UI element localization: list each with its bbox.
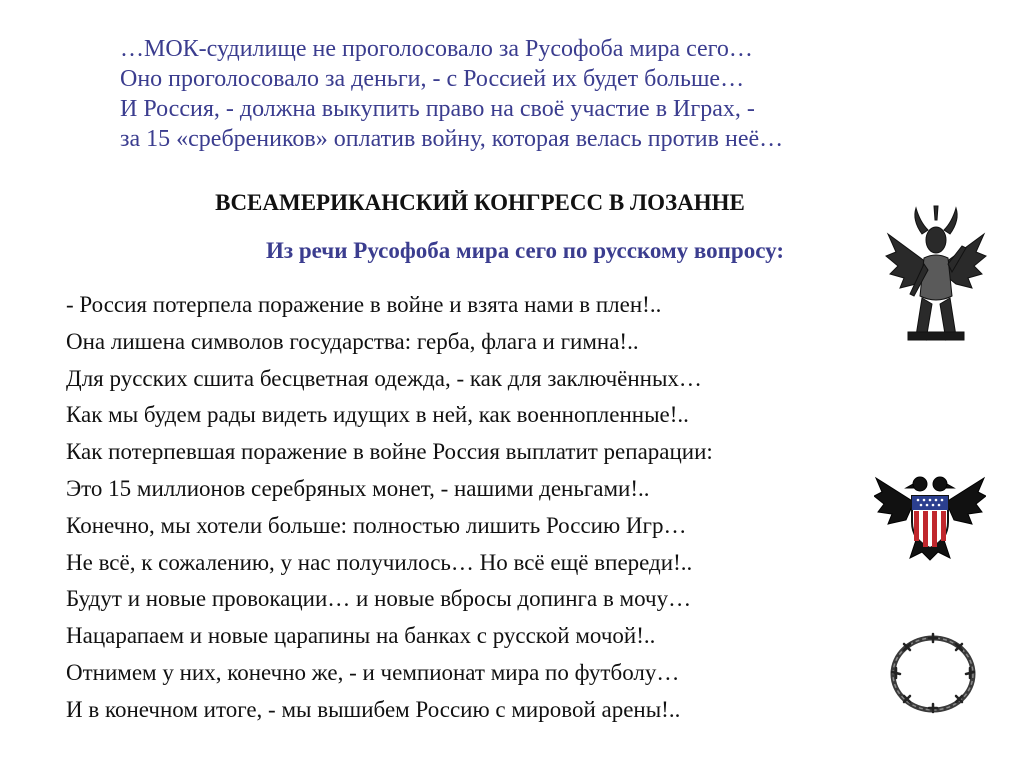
slide-subheading: Из речи Русофоба мира сего по русскому вопросу: bbox=[266, 238, 784, 263]
eagle-with-flag-shield-icon bbox=[874, 462, 986, 562]
speech-line: Это 15 миллионов серебряных монет, - нашими деньгами!.. bbox=[66, 475, 650, 501]
speech-line: Она лишена символов государства: герба, флага и гимна!.. bbox=[66, 328, 639, 354]
speech-line: Отнимем у них, конечно же, - и чемпионат мира по футболу… bbox=[66, 659, 680, 685]
speech-line: Будут и новые провокации… и новые вбросы допинга в мочу… bbox=[66, 586, 692, 612]
intro-block bbox=[120, 34, 940, 154]
speech-line: Как потерпевшая поражение в войне Россия выплатит репарации: bbox=[66, 439, 713, 465]
speech-line: Для русских сшита бесцветная одежда, - как для заключённых… bbox=[66, 365, 702, 391]
intro-line: И Россия, - должна выкупить право на своё участие в Играх, - bbox=[120, 96, 755, 122]
intro-line: …МОК-судилище не проголосовало за Русофоба мира сего… bbox=[120, 36, 753, 62]
speech-line: Не всё, к сожалению, у нас получилось… Но всё ещё впереди!.. bbox=[66, 549, 693, 575]
speech-line: И в конечном итоге, - мы вышибем Россию с мировой арены!.. bbox=[66, 696, 681, 722]
speech-line: Конечно, мы хотели больше: полностью лишить Россию Игр… bbox=[66, 512, 687, 538]
intro-line: за 15 «сребреников» оплатив войну, которая велась против неё… bbox=[120, 126, 784, 152]
intro-line: Оно проголосовало за деньги, - с Россией их будет больше… bbox=[120, 66, 745, 92]
speech-line: Нацарапаем и новые царапины на банках с русской мочой!.. bbox=[66, 623, 656, 649]
speech-block bbox=[66, 287, 886, 729]
slide-heading: ВСЕАМЕРИКАНСКИЙ КОНГРЕСС В ЛОЗАННЕ bbox=[215, 190, 745, 215]
speech-line: Как мы будем рады видеть идущих в ней, как военнопленные!.. bbox=[66, 402, 689, 428]
speech-line: - Россия потерпела поражение в войне и взята нами в плен!.. bbox=[66, 292, 662, 317]
barbed-wire-wreath-icon bbox=[880, 628, 986, 720]
baphomet-figure-icon bbox=[882, 200, 990, 350]
